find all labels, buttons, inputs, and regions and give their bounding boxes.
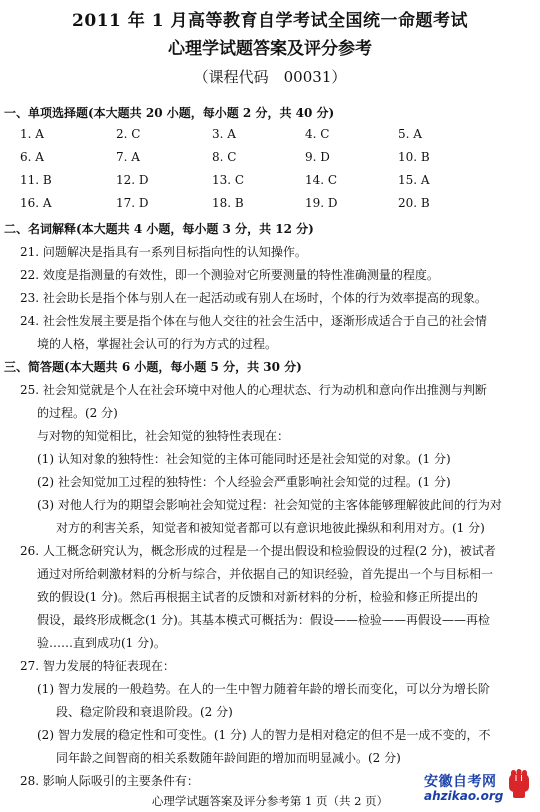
answer-item: 17. D (116, 196, 149, 210)
answer-item: 4. C (305, 127, 330, 141)
answer-item: 9. D (305, 150, 330, 164)
answer-item: 11. B (20, 173, 52, 187)
answer-item: 18. B (212, 196, 244, 210)
section-1-heading: 一、单项选择题(本大题共 20 小题，每小题 2 分，共 40 分) (4, 106, 335, 120)
answer-item: 15. A (398, 173, 430, 187)
answer-line: 对方的利害关系，知觉者和被知觉者都可以有意识地彼此操纵和利用对方。(1 分) (56, 521, 485, 535)
answer-item: 3. A (212, 127, 236, 141)
exam-title: 2011 年 1 月高等教育自学考试全国统一命题考试 (72, 11, 468, 31)
course-code: （课程代码 00031） (193, 68, 347, 86)
definition-line: 23. 社会助长是指个体与别人在一起活动或有别人在场时，个体的行为效率提高的现象。 (20, 291, 487, 305)
fist-icon (506, 768, 534, 800)
answer-item: 16. A (20, 196, 52, 210)
answer-item: 6. A (20, 150, 44, 164)
answer-item: 2. C (116, 127, 141, 141)
definition-line: 境的人格，掌握社会认可的行为方式的过程。 (37, 337, 278, 351)
answer-item: 13. C (212, 173, 245, 187)
page-footer: 心理学试题答案及评分参考第 1 页（共 2 页） (151, 794, 389, 808)
answer-item: 20. B (398, 196, 430, 210)
answer-item: 1. A (20, 127, 44, 141)
answer-line: 通过对所给刺激材料的分析与综合，并依据自己的知识经验，首先提出一个与目标相一 (37, 567, 494, 581)
site-logo (420, 768, 536, 808)
answer-line: 假设，最终形成概念(1 分)。其基本模式可概括为：假设——检验——再假设——再检 (37, 613, 490, 627)
answer-item: 10. B (398, 150, 430, 164)
answer-line: (1) 智力发展的一般趋势。在人的一生中智力随着年龄的增长而变化，可以分为增长阶 (37, 682, 490, 696)
answer-subtitle: 心理学试题答案及评分参考 (168, 39, 372, 59)
answer-item: 19. D (305, 196, 338, 210)
answer-line: 28. 影响人际吸引的主要条件有： (20, 774, 199, 788)
section-2-heading: 二、名词解释(本大题共 4 小题，每小题 3 分，共 12 分) (4, 222, 314, 236)
answer-item: 14. C (305, 173, 338, 187)
answer-line: 同年龄之间智商的相关系数随年龄间距的增加而明显减小。(2 分) (56, 751, 401, 765)
answer-item: 5. A (398, 127, 422, 141)
answer-line: 的过程。(2 分) (37, 406, 118, 420)
answer-line: 27. 智力发展的特征表现在： (20, 659, 175, 673)
answer-line: (1) 认知对象的独特性：社会知觉的主体可能同时还是社会知觉的对象。(1 分) (37, 452, 451, 466)
logo-text-cn: 安徽自考网 (424, 774, 497, 790)
definition-line: 24. 社会性发展主要是指个体在与他人交往的社会生活中，逐渐形成适合于自己的社会情 (20, 314, 487, 328)
answer-line: 段、稳定阶段和衰退阶段。(2 分) (56, 705, 233, 719)
answer-line: (3) 对他人行为的期望会影响社会知觉过程：社会知觉的主客体能够理解彼此间的行为对 (37, 498, 502, 512)
answer-item: 7. A (116, 150, 140, 164)
logo-text-en: ahzikao.org (424, 789, 504, 803)
answer-line: 致的假设(1 分)。然后再根据主试者的反馈和对新材料的分析，检验和修正所提出的 (37, 590, 478, 604)
answer-line: 26. 人工概念研究认为，概念形成的过程是一个提出假设和检验假设的过程(2 分)，被试者 (20, 544, 496, 558)
answer-line: 验……直到成功(1 分)。 (37, 636, 166, 650)
answer-item: 8. C (212, 150, 237, 164)
definition-line: 22. 效度是指测量的有效性，即一个测验对它所要测量的特性准确测量的程度。 (20, 268, 439, 282)
answer-line: (2) 智力发展的稳定性和可变性。(1 分) 人的智力是相对稳定的但不是一成不变的，不 (37, 728, 491, 742)
answer-item: 12. D (116, 173, 149, 187)
section-3-heading: 三、简答题(本大题共 6 小题，每小题 5 分，共 30 分) (4, 360, 302, 374)
definition-line: 21. 问题解决是指具有一系列目标指向性的认知操作。 (20, 245, 307, 259)
answer-line: (2) 社会知觉加工过程的独特性：个人经验会严重影响社会知觉的过程。(1 分) (37, 475, 451, 489)
answer-line: 25. 社会知觉就是个人在社会环境中对他人的心理状态、行为动机和意向作出推测与判断 (20, 383, 487, 397)
answer-line: 与对物的知觉相比，社会知觉的独特性表现在： (37, 429, 290, 443)
